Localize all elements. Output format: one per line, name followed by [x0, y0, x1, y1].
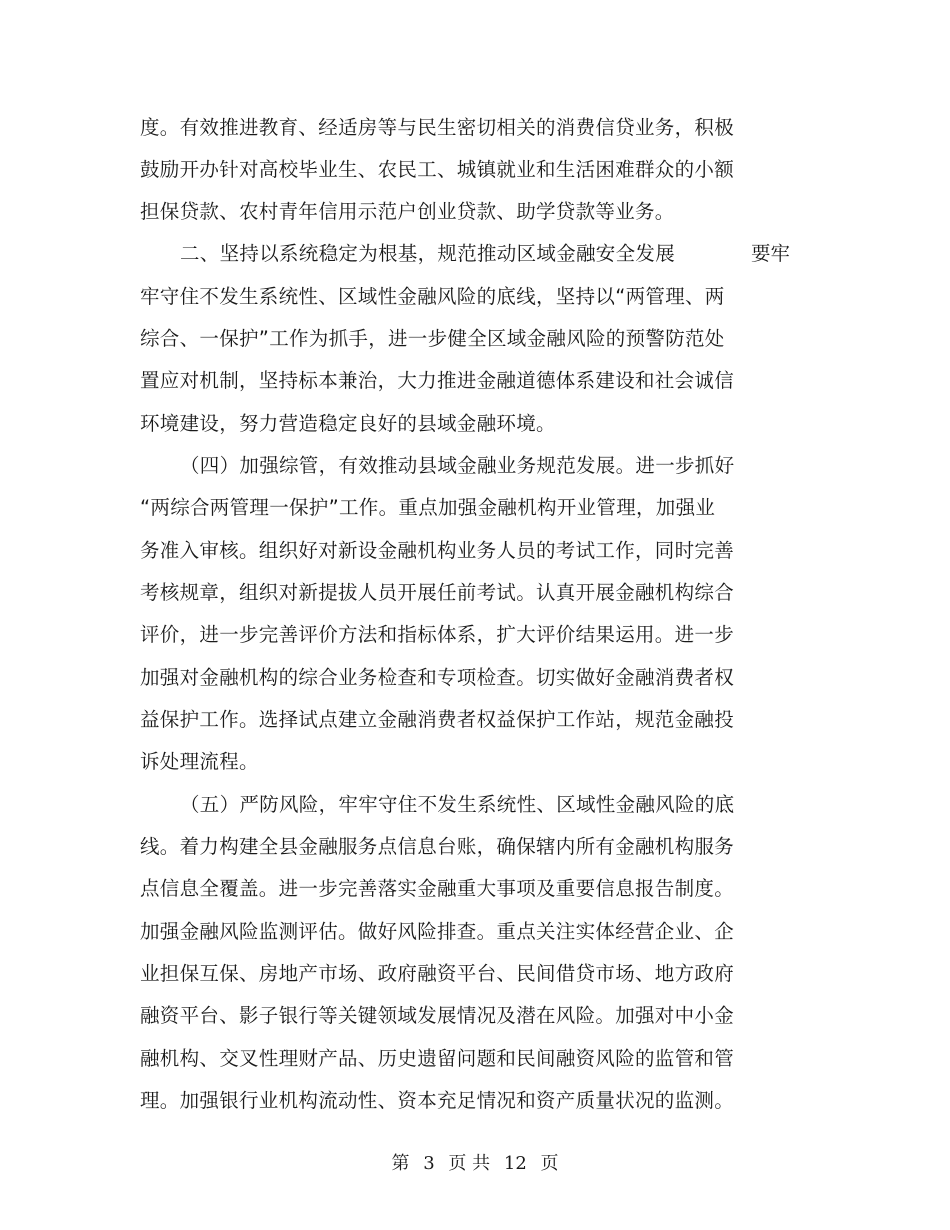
paragraph-line: 融机构、交叉性理财产品、历史遗留问题和民间融资风险的监管和管 [140, 1047, 735, 1070]
paragraph-line: 评价，进一步完善评价方法和指标体系，扩大评价结果运用。进一步 [140, 623, 735, 646]
paragraph-line: 综合、一保护”工作为抓手，进一步健全区域金融风险的预警防范处 [140, 327, 725, 350]
paragraph-line: 环境建设，努力营造稳定良好的县域金融环境。 [140, 412, 556, 435]
paragraph-line: 加强对金融机构的综合业务检查和专项检查。切实做好金融消费者权 [140, 666, 735, 689]
paragraph-line: （四）加强综管，有效推动县域金融业务规范发展。进一步抓好 [180, 454, 735, 477]
paragraph-line: 鼓励开办针对高校毕业生、农民工、城镇就业和生活困难群众的小额 [140, 158, 735, 181]
paragraph-line: 担保贷款、农村青年信用示范户创业贷款、助学贷款等业务。 [140, 200, 675, 223]
footer-prefix: 第 [391, 1153, 410, 1174]
footer-suffix: 页 [540, 1153, 559, 1174]
paragraph-line: 点信息全覆盖。进一步完善落实金融重大事项及重要信息报告制度。 [140, 877, 735, 900]
paragraph-line: 务准入审核。组织好对新设金融机构业务人员的考试工作，同时完善 [140, 539, 735, 562]
heading-trailing-text: 要牢 [751, 242, 791, 265]
paragraph-line: 诉处理流程。 [140, 750, 259, 773]
paragraph-line: 考核规章，组织对新提拔人员开展任前考试。认真开展金融机构综合 [140, 581, 735, 604]
paragraph-line: 置应对机制，坚持标本兼治，大力推进金融道德体系建设和社会诚信 [140, 369, 735, 392]
current-page-number: 3 [423, 1153, 435, 1174]
paragraph-line: 线。着力构建全县金融服务点信息台账，确保辖内所有金融机构服务 [140, 835, 735, 858]
paragraph-line: 加强金融风险监测评估。做好风险排查。重点关注实体经营企业、企 [140, 920, 735, 943]
section-heading: 二、坚持以系统稳定为根基，规范推动区域金融安全发展 [180, 242, 676, 265]
page-footer [0, 1152, 950, 1176]
footer-middle: 页 共 [448, 1153, 491, 1174]
paragraph-line: 理。加强银行业机构流动性、资本充足情况和资产质量状况的监测。 [140, 1089, 735, 1112]
paragraph-line: 牢守住不发生系统性、区域性金融风险的底线，坚持以“两管理、两 [140, 285, 725, 308]
total-page-count: 12 [503, 1153, 527, 1174]
paragraph-line: 融资平台、影子银行等关键领域发展情况及潜在风险。加强对中小金 [140, 1004, 735, 1027]
paragraph-line: 益保护工作。选择试点建立金融消费者权益保护工作站，规范金融投 [140, 708, 735, 731]
paragraph-line: （五）严防风险，牢牢守住不发生系统性、区域性金融风险的底 [180, 793, 735, 816]
paragraph-line: “两综合两管理一保护”工作。重点加强金融机构开业管理，加强业 [140, 496, 716, 519]
paragraph-line: 度。有效推进教育、经适房等与民生密切相关的消费信贷业务，积极 [140, 116, 735, 139]
paragraph-line: 业担保互保、房地产市场、政府融资平台、民间借贷市场、地方政府 [140, 962, 735, 985]
